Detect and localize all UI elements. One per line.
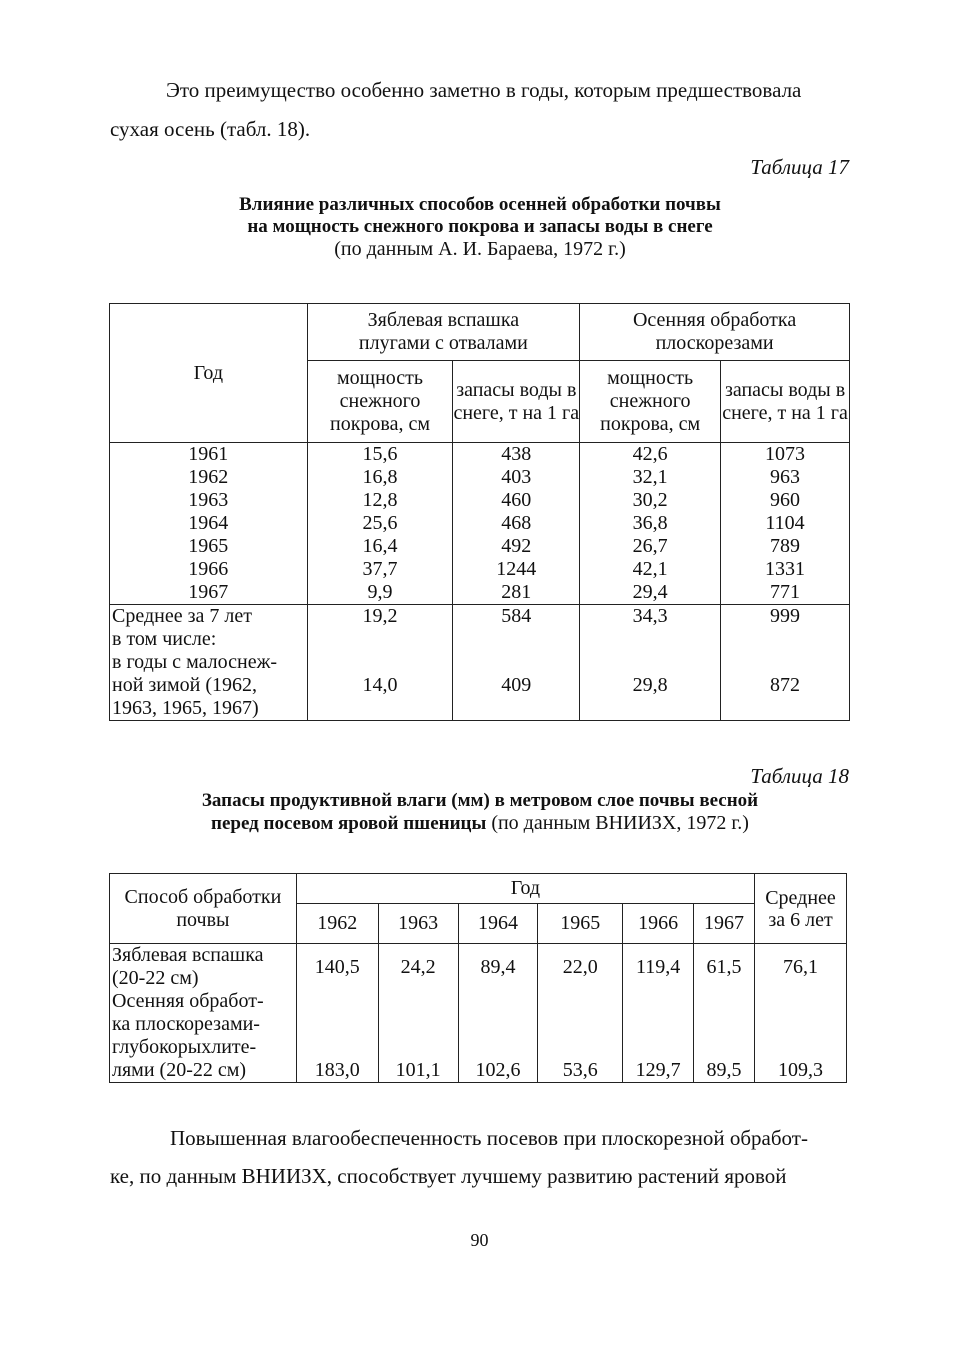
avg-value: 999 [770, 605, 801, 627]
header-average-line1: Среднее [765, 886, 836, 909]
year-cell: 1964 [110, 512, 308, 535]
header-year: Год [296, 874, 754, 904]
method-label-line: Зяблевая вспашка [112, 944, 264, 966]
value-cell: 129,7 [623, 990, 694, 1083]
summary-values [307, 605, 453, 721]
header-water-2: запасы воды в снеге, т на 1 га [721, 361, 850, 443]
table17-title-line2: на мощность снежного покрова и запасы воды в снеге [247, 216, 713, 237]
table-row [110, 944, 847, 991]
table18 [109, 873, 847, 1083]
value-cell: 492 [453, 535, 580, 558]
method-label-line: Осенняя обработ- [112, 990, 264, 1012]
intro-line-1: Это преимущество особенно заметно в годы, которым предшествовала [166, 78, 802, 102]
avg-value: 19,2 [362, 605, 398, 627]
header-snow-depth-1: мощность снежного покрова, см [307, 361, 453, 443]
header-average [755, 874, 847, 944]
value-cell: 183,0 [296, 990, 378, 1083]
low-snow-value: 872 [770, 674, 801, 696]
table17-title-line3: (по данным А. И. Бараева, 1972 г.) [334, 238, 626, 260]
value-cell: 53,6 [538, 990, 623, 1083]
value-cell: 26,7 [580, 535, 721, 558]
table18-title-line1: Запасы продуктивной влаги (мм) в метровом слое почвы весной [201, 790, 759, 811]
value-cell: 963 [721, 466, 850, 489]
value-cell: 771 [721, 581, 850, 605]
year-cell: 1967 [110, 581, 308, 605]
value-cell: 61,5 [694, 944, 755, 991]
table17-title-line1: Влияние различных способов осенней обработки почвы [239, 194, 721, 215]
table-row [110, 535, 850, 558]
value-cell: 15,6 [307, 443, 453, 467]
table-row [110, 443, 850, 467]
low-snow-value: 29,8 [632, 674, 668, 696]
avg-value: 584 [501, 605, 532, 627]
table17-title [110, 194, 850, 260]
year-header-cell: 1966 [623, 904, 694, 944]
value-cell: 101,1 [378, 990, 458, 1083]
value-cell: 12,8 [307, 489, 453, 512]
summary-label-line: в годы с малоснеж- [112, 651, 278, 673]
method-label [110, 990, 297, 1083]
value-cell: 22,0 [538, 944, 623, 991]
value-cell: 36,8 [580, 512, 721, 535]
table18-title-line2-bold: перед посевом яровой пшеницы [211, 813, 487, 834]
value-cell: 25,6 [307, 512, 453, 535]
header-snow-depth-2: мощность снежного покрова, см [580, 361, 721, 443]
value-cell: 1331 [721, 558, 850, 581]
value-cell: 1104 [721, 512, 850, 535]
method-label-line: ка плоскорезами- [112, 1013, 260, 1035]
method-label-line: глубокорыхлите- [112, 1036, 257, 1058]
value-cell: 29,4 [580, 581, 721, 605]
header-water-1: запасы воды в снеге, т на 1 га [453, 361, 580, 443]
summary-label-line: ной зимой (1962, [112, 674, 258, 696]
table17-caption: Таблица 17 [750, 155, 849, 179]
value-cell: 32,1 [580, 466, 721, 489]
summary-label [110, 605, 308, 721]
value-cell: 403 [453, 466, 580, 489]
table-row [110, 558, 850, 581]
table17 [109, 303, 850, 721]
value-cell: 102,6 [458, 990, 538, 1083]
value-cell: 9,9 [307, 581, 453, 605]
year-cell: 1966 [110, 558, 308, 581]
table-row [110, 489, 850, 512]
value-cell: 438 [453, 443, 580, 467]
value-cell: 16,4 [307, 535, 453, 558]
value-cell: 42,1 [580, 558, 721, 581]
table-row [110, 512, 850, 535]
table-row [110, 990, 847, 1083]
table-row [110, 466, 850, 489]
method-label-line: (20-22 см) [112, 967, 199, 989]
table18-title-line2-source: (по данным ВНИИЗХ, 1972 г.) [486, 812, 749, 834]
value-cell: 789 [721, 535, 850, 558]
summary-row [110, 605, 850, 721]
value-cell: 960 [721, 489, 850, 512]
value-cell: 42,6 [580, 443, 721, 467]
summary-label-line: 1963, 1965, 1967) [112, 697, 259, 719]
value-cell: 37,7 [307, 558, 453, 581]
summary-label-line: в том числе: [112, 628, 217, 650]
summary-values [721, 605, 850, 721]
table18-title [100, 790, 860, 835]
average-cell: 76,1 [755, 944, 847, 991]
value-cell: 140,5 [296, 944, 378, 991]
average-cell: 109,3 [755, 990, 847, 1083]
year-cell: 1963 [110, 489, 308, 512]
outro-line-2: ке, по данным ВНИИЗХ, способствует лучшему развитию растений яровой [110, 1164, 787, 1188]
value-cell: 30,2 [580, 489, 721, 512]
year-header-cell: 1962 [296, 904, 378, 944]
low-snow-value: 409 [501, 674, 532, 696]
value-cell: 1244 [453, 558, 580, 581]
header-average-line2: за 6 лет [768, 908, 833, 931]
table18-caption: Таблица 18 [750, 764, 849, 788]
header-method: Способ обработки почвы [110, 874, 297, 944]
value-cell: 460 [453, 489, 580, 512]
header-group-flatcut: Осенняя обработка плоскорезами [580, 304, 850, 361]
year-header-cell: 1965 [538, 904, 623, 944]
value-cell: 16,8 [307, 466, 453, 489]
table18-title-line2 [100, 812, 860, 835]
page-number: 90 [470, 1230, 489, 1250]
summary-values [580, 605, 721, 721]
value-cell: 119,4 [623, 944, 694, 991]
outro-line-1: Повышенная влагообеспеченность посевов при плоскорезной обработ- [170, 1126, 808, 1150]
low-snow-value: 14,0 [362, 674, 398, 696]
value-cell: 24,2 [378, 944, 458, 991]
value-cell: 89,5 [694, 990, 755, 1083]
header-year: Год [110, 304, 308, 443]
summary-values [453, 605, 580, 721]
summary-label-line: Среднее за 7 лет [112, 605, 252, 627]
year-cell: 1962 [110, 466, 308, 489]
value-cell: 281 [453, 581, 580, 605]
table-row [110, 581, 850, 605]
value-cell: 1073 [721, 443, 850, 467]
year-cell: 1961 [110, 443, 308, 467]
intro-line-2: сухая осень (табл. 18). [110, 117, 311, 141]
value-cell: 468 [453, 512, 580, 535]
method-label-line: лями (20-22 см) [112, 1059, 247, 1081]
value-cell: 89,4 [458, 944, 538, 991]
header-group-plough: Зяблевая вспашка плугами с отвалами [307, 304, 580, 361]
year-header-cell: 1963 [378, 904, 458, 944]
avg-value: 34,3 [632, 605, 668, 627]
method-label [110, 944, 297, 991]
year-cell: 1965 [110, 535, 308, 558]
year-header-cell: 1964 [458, 904, 538, 944]
year-header-cell: 1967 [694, 904, 755, 944]
